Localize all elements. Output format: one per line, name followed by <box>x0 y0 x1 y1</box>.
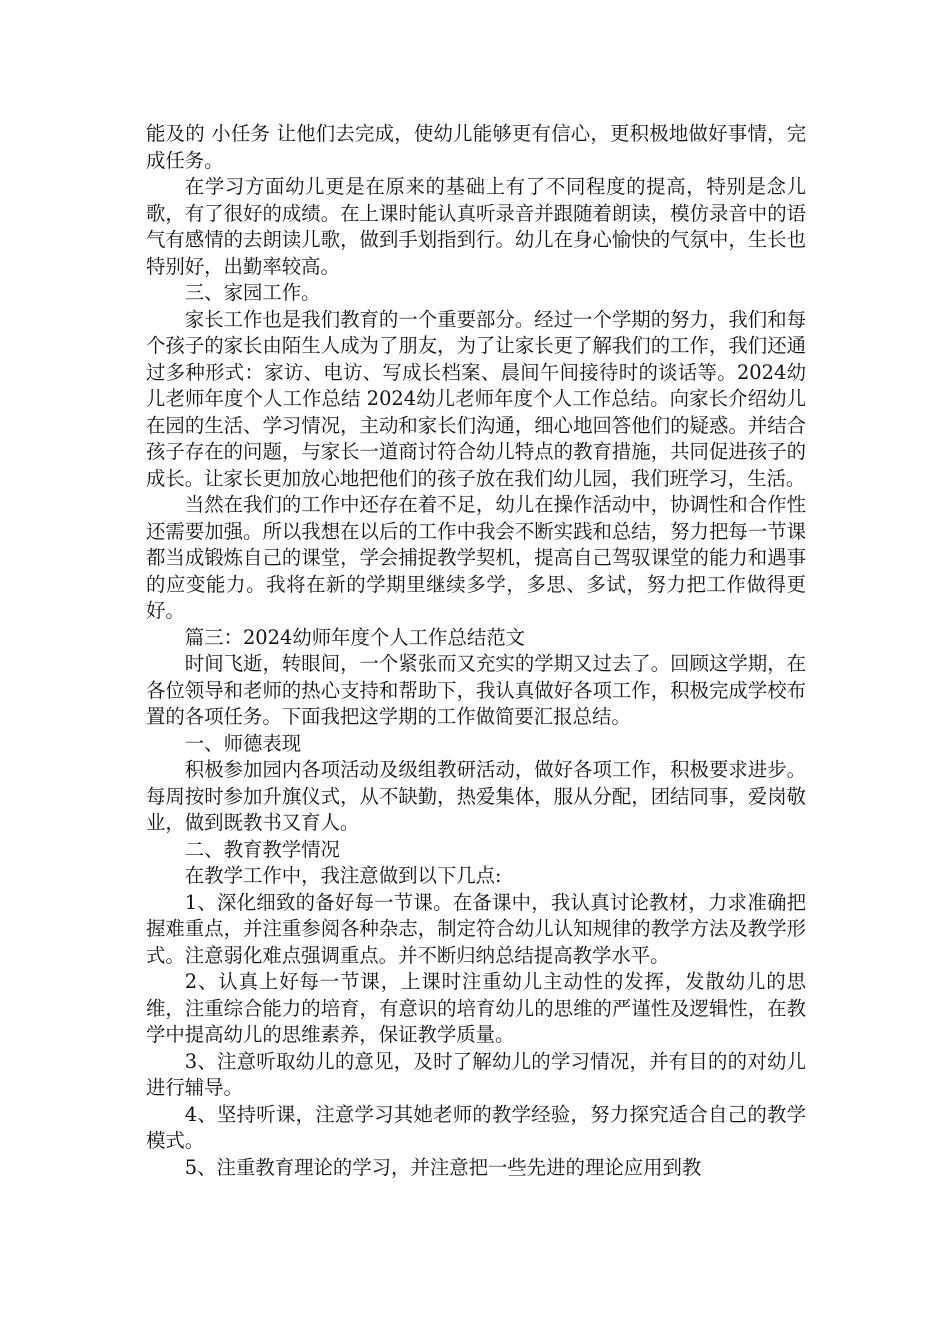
paragraph-9: 积极参加园内各项活动及级组教研活动，做好各项工作，积极要求进步。每周按时参加升旗仪式，从不缺勤，热爱集体，服从分配，团结同事，爱岗敬业，做到既教书又育人。 <box>146 758 806 834</box>
list-item-2: 2、认真上好每一节课，上课时注重幼儿主动性的发挥，发散幼儿的思维，注重综合能力的培育，有意识的培育幼儿的思维的严谨性及逻辑性，在教学中提高幼儿的思维素养，保证教学质量。 <box>146 970 806 1046</box>
list-item-4: 4、坚持听课，注意学习其她老师的教学经验，努力探究适合自己的教学模式。 <box>146 1102 806 1152</box>
document-page <box>146 121 806 1181</box>
section-heading-teacher-ethics: 一、师德表现 <box>184 731 302 755</box>
list-item-1: 1、深化细致的备好每一节课。在备课中，我认真讨论教材，力求准确把握难重点，并注重参阅各种杂志，制定符合幼儿认知规律的教学方法及教学形式。注意弱化难点强调重点。并不断归纳总结提高教学水平。 <box>146 890 806 967</box>
paragraph-4: 家长工作也是我们教育的一个重要部分。经过一个学期的努力，我们和每个孩子的家长由陌生人成为了朋友，为了让家长更了解我们的工作，我们还通过多种形式：家访、电访、写成长档案、晨间午间接待时的谈话等。2024幼儿老师年度个人工作总结 2024幼儿老师年度个人工作总结。向家长介绍幼儿在园的生活、学习情况，主动和家长们沟通，细心地回答他们的疑惑。并结合孩子存在的问题，与家长一道商讨符合幼儿特点的教育措施，共同促进孩子的成长。让家长更加放心地把他们的孩子放在我们幼儿园，我们班学习，生活。 <box>146 307 806 490</box>
paragraph-1: 能及的 小任务 让他们去完成，使幼儿能够更有信心，更积极地做好事情，完成任务。 <box>146 122 806 172</box>
list-item-3: 3、注意听取幼儿的意见，及时了解幼儿的学习情况，并有目的的对幼儿进行辅导。 <box>146 1049 806 1099</box>
paragraph-5: 当然在我们的工作中还存在着不足，幼儿在操作活动中，协调性和合作性还需要加强。所以我想在以后的工作中我会不断实践和总结，努力把每一节课都当成锻炼自己的课堂，学会捕捉教学契机，提高自己驾驭课堂的能力和遇事的应变能力。我将在新的学期里继续多学，多思、多试，努力把工作做得更好。 <box>146 493 806 622</box>
section-heading-home-school: 三、家园工作。 <box>184 281 321 304</box>
section-heading-teaching: 二、教育教学情况 <box>184 837 340 861</box>
list-item-5: 5、注重教育理论的学习，并注意把一些先进的理论应用到教 <box>184 1155 702 1179</box>
paragraph-11: 在教学工作中，我注意做到以下几点: <box>184 864 502 887</box>
paragraph-7: 时间飞逝，转眼间，一个紧张而又充实的学期又过去了。回顾这学期，在各位领导和老师的热心支持和帮助下，我认真做好各项工作，积极完成学校布置的各项任务。下面我把这学期的工作做简要汇报总结。 <box>146 652 806 728</box>
paragraph-2: 在学习方面幼儿更是在原来的基础上有了不同程度的提高，特别是念儿歌，有了很好的成绩。在上课时能认真听录音并跟随着朗读，模仿录音中的语气有感情的去朗读儿歌，做到手划指到行。幼儿在身心愉快的气氛中，生长也特别好，出勤率较高。 <box>146 175 806 278</box>
chapter-title-part-three: 篇三：2024幼师年度个人工作总结范文 <box>184 625 526 649</box>
